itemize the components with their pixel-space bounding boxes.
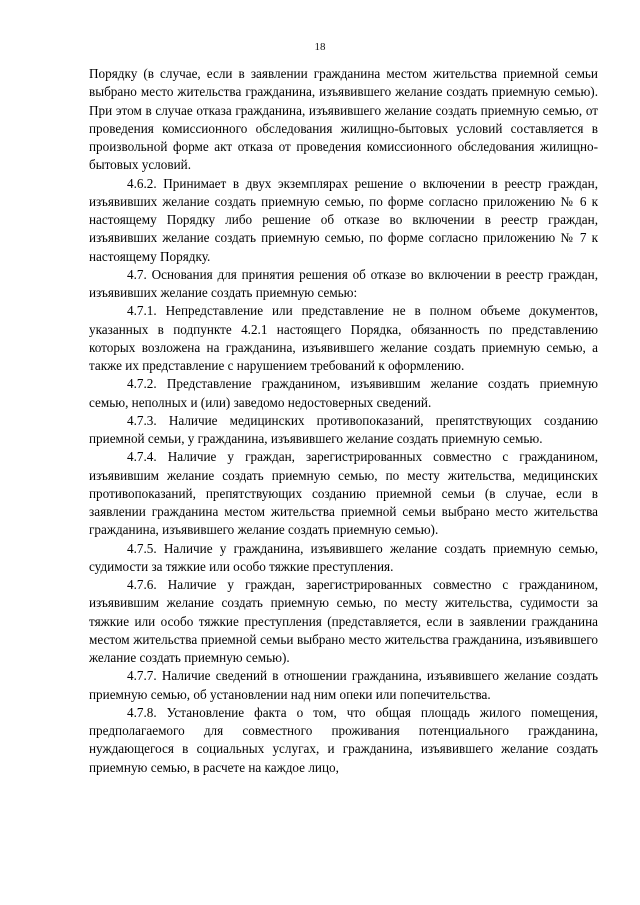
paragraph-4-7-4: 4.7.4. Наличие у граждан, зарегистрированных совместно с гражданином, изъявившим желание создать приемную семью, по месту жительства, медицинских противопоказаний, препятствующих созданию приемной семьи (в случае, если в заявлении гражданина местом жительства приемной семьи выбрано место жительства гражданина, изъявившего желание создать приемную семью). [89, 449, 598, 538]
paragraph-4-7-3: 4.7.3. Наличие медицинских противопоказаний, препятствующих созданию приемной семьи, у гражданина, изъявившего желание создать приемную семью. [89, 412, 598, 446]
page-number: 18 [314, 41, 326, 53]
paragraph-4-7-5: 4.7.5. Наличие у гражданина, изъявившего желание создать приемную семью, судимости за тяжкие или особо тяжкие преступления. [89, 540, 598, 574]
document-body [89, 65, 598, 777]
paragraph-4-7-7: 4.7.7. Наличие сведений в отношении гражданина, изъявившего желание создать приемную семью, об установлении над ним опеки или попечительства. [89, 668, 598, 702]
paragraph-4-7-2: 4.7.2. Представление гражданином, изъявившим желание создать приемную семью, неполных и (или) заведомо недостоверных сведений. [89, 376, 598, 410]
paragraph-4-7-8: 4.7.8. Установление факта о том, что общая площадь жилого помещения, предполагаемого для совместного проживания потенциального гражданина, нуждающегося в социальных услугах, и гражданина, изъявившего желание создать приемную семью, в расчете на каждое лицо, [89, 704, 598, 775]
paragraph-4-7-6: 4.7.6. Наличие у граждан, зарегистрированных совместно с гражданином, изъявившим желание создать приемную семью, по месту жительства, судимости за тяжкие или особо тяжкие преступления (представляется, если в заявлении гражданина местом жительства приемной семьи выбрано место жительства гражданина, изъявившего желание создать приемную семью). [89, 577, 598, 665]
paragraph-4-7-1: 4.7.1. Непредставление или представление не в полном объеме документов, указанных в подпункте 4.2.1 настоящего Порядка, обязанность по представлению которых возложена на гражданина, изъявившего желание создать приемную семью, а также их представление с нарушением требований к оформлению. [89, 303, 598, 373]
paragraph-continuation: Порядку (в случае, если в заявлении гражданина местом жительства приемной семьи выбрано место жительства гражданина, изъявившего желание создать приемную семью). При этом в случае отказа гражданина, изъявившего желание создать приемную семью, от проведения комиссионного обследования жилищно-бытовых условий составляется в произвольной форме акт отказа от проведения комиссионного обследования жилищно-бытовых условий. [89, 66, 598, 173]
paragraph-4-6-2: 4.6.2. Принимает в двух экземплярах решение о включении в реестр граждан, изъявивших желание создать приемную семью, по форме согласно приложению № 6 к настоящему Порядку либо решение об отказе во включении в реестр граждан, изъявивших желание создать приемную семью, по форме согласно приложению № 7 к настоящему Порядку. [89, 175, 598, 264]
paragraph-4-7: 4.7. Основания для принятия решения об отказе во включении в реестр граждан, изъявивших желание создать приемную семью: [89, 266, 598, 300]
